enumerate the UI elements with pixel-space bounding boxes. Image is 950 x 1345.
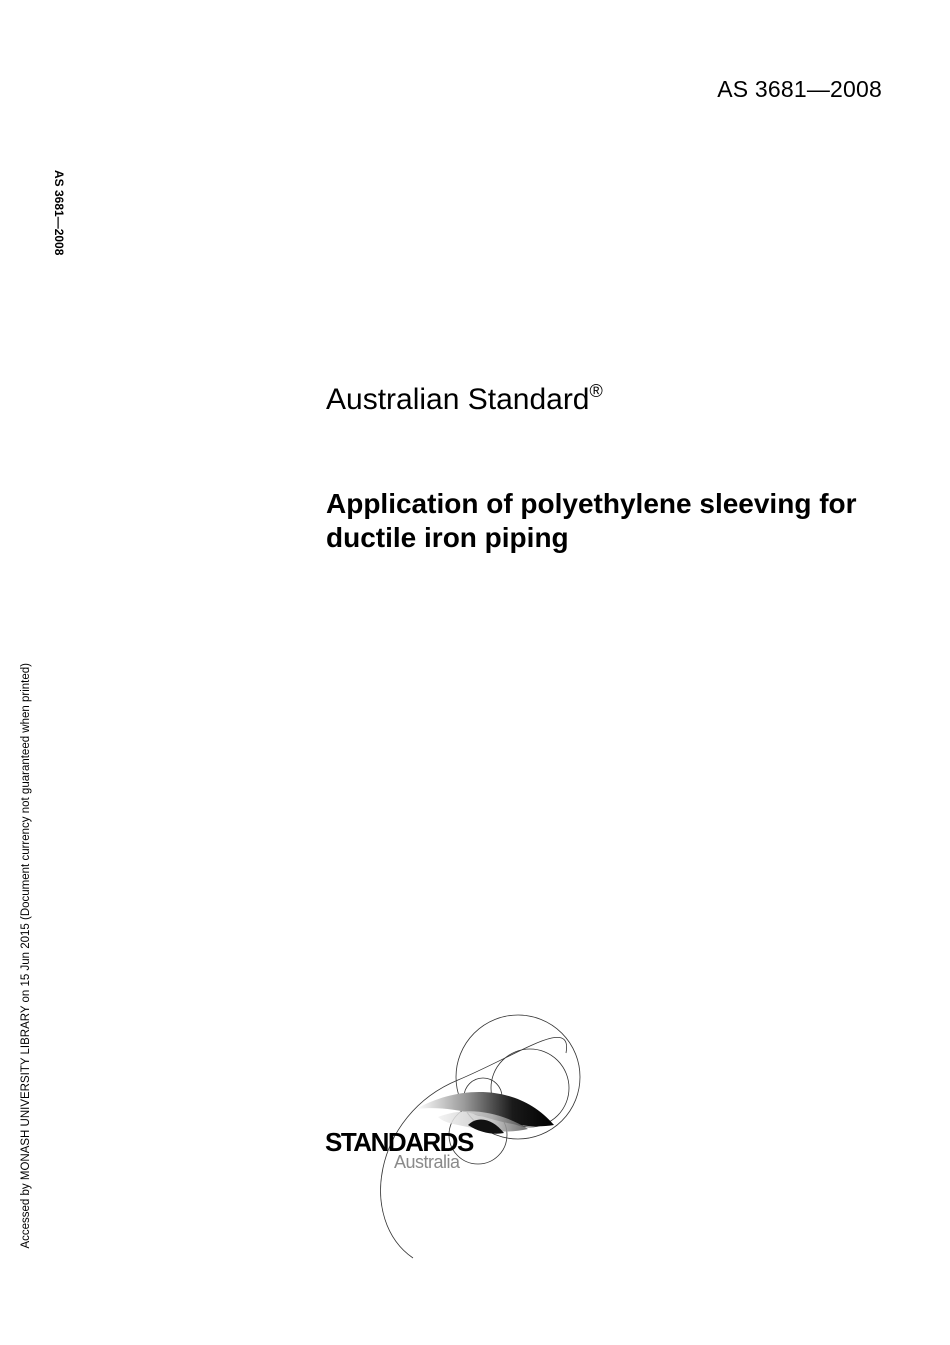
document-number: AS 3681—2008 <box>717 76 882 102</box>
series-title-text: Australian Standard <box>326 383 590 416</box>
standards-australia-logo <box>318 1005 588 1270</box>
logo-wordmark: STANDARDS <box>325 1127 473 1157</box>
logo-subtitle: Australia <box>394 1152 460 1172</box>
access-watermark-note: Accessed by MONASH UNIVERSITY LIBRARY on 15 Jun 2015 (Document currency not guaranteed when printed) <box>20 663 32 1249</box>
document-title: Application of polyethylene sleeving for ductile iron piping <box>326 488 857 553</box>
registered-mark: ® <box>589 381 603 401</box>
series-title <box>326 383 603 417</box>
spine-document-number: AS 3681—2008 <box>52 170 66 256</box>
